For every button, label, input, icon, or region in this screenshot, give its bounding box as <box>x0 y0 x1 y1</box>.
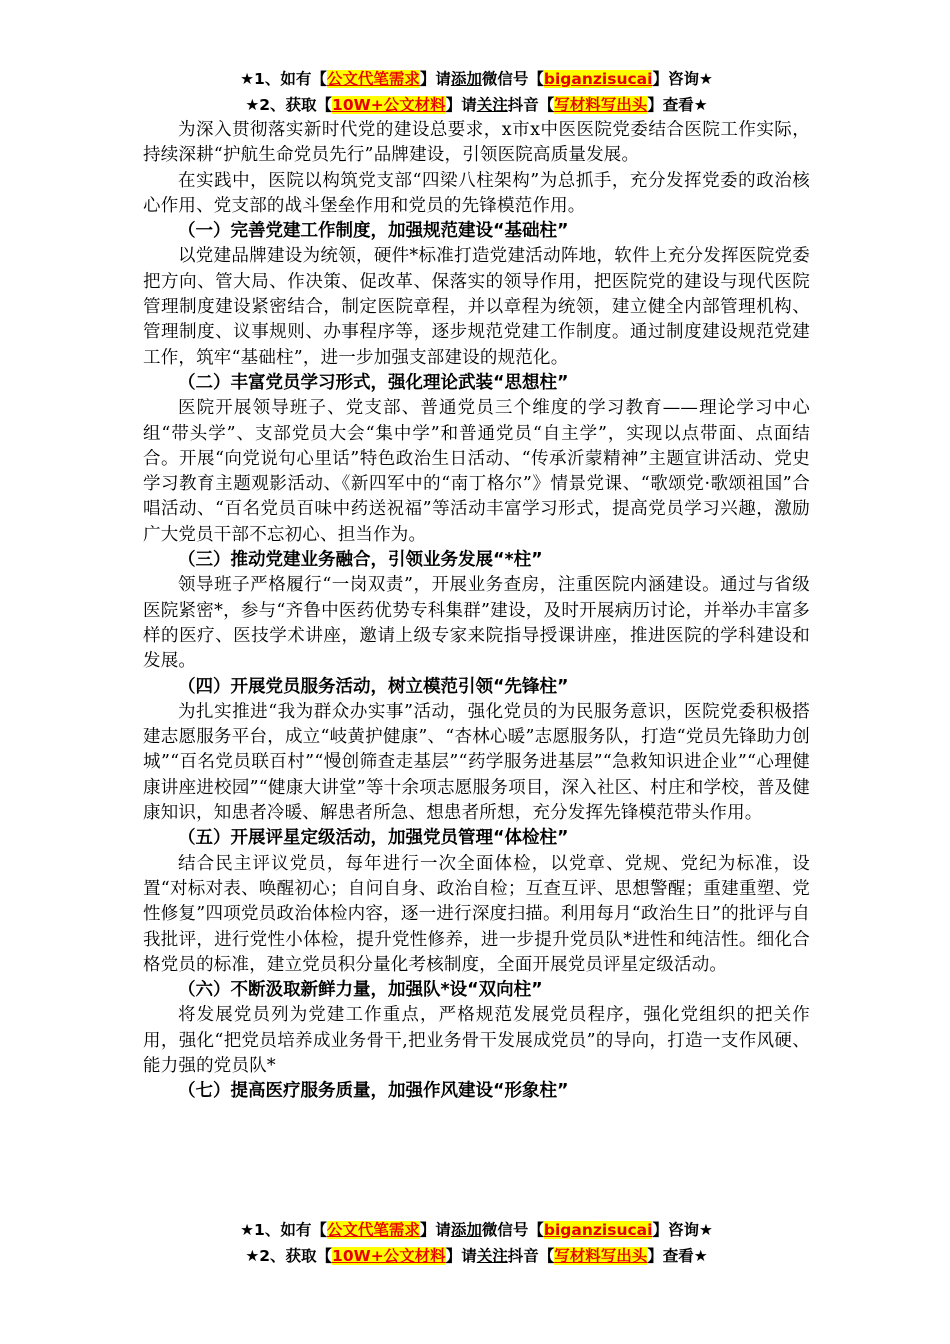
highlight-materials: 10W+公文材料 <box>332 96 446 114</box>
banner-text: ★2、获取【 <box>245 1247 333 1265</box>
underlined-add: 添加 <box>450 70 482 88</box>
section-heading-7: （七）提高医疗服务质量，加强作风建设“形象柱” <box>178 1081 569 1102</box>
section-paragraph-2: 医院开展领导班子、党支部、普通党员三个维度的学习教育——理论学习中心组“带头学”、支部党员大会“集中学”和普通党员“自主学”，实现以点带面、点面结合。开展“向党说句心里话”特色政治生日活动、“传承沂蒙精神”主题宣讲活动、党史学习教育主题观影活动、《新四军中的“南丁格尔”》情景党课、“歌颂党·歌颂祖国”合唱活动、“百名党员百味中药送祝福”等活动丰富学习形式，提高党员学习兴趣，激励广大党员干部不忘初心、担当作为。 <box>143 398 810 545</box>
banner-text: 】请 <box>445 1247 477 1265</box>
highlight-service: 公文代笔需求 <box>326 70 420 88</box>
section-heading-6: （六）不断汲取新鲜力量，加强队*设“双向柱” <box>178 980 543 1001</box>
footer-line-2 <box>143 1243 810 1269</box>
banner-text: 抖音【 <box>507 96 555 114</box>
highlight-wechat-id: biganzisucai <box>543 70 653 88</box>
banner-text: 】查看★ <box>647 1247 708 1265</box>
banner-text: 微信号【 <box>481 70 544 88</box>
document-body <box>143 118 810 1105</box>
banner-text: 】查看★ <box>647 96 708 114</box>
underlined-add: 添加 <box>450 1221 482 1239</box>
banner-text: 微信号【 <box>481 1221 544 1239</box>
banner-text: 】请 <box>419 70 451 88</box>
footer-banner <box>143 1217 810 1269</box>
banner-text: 抖音【 <box>507 1247 555 1265</box>
banner-text: 】咨询★ <box>652 1221 713 1239</box>
banner-line-2 <box>143 92 810 118</box>
section-paragraph-1: 以党建品牌建设为统领，硬件*标准打造党建活动阵地，软件上充分发挥医院党委把方向、管大局、作决策、促改革、保落实的领导作用，把医院党的建设与现代医院管理制度建设紧密结合，制定医院章程，并以章程为统领，建立健全内部管理机构、管理制度、议事规则、办事程序等，逐步规范党建工作制度。通过制度建设规范党建工作，筑牢“基础柱”，进一步加强支部建设的规范化。 <box>143 246 810 368</box>
section-heading-5: （五）开展评星定级活动，加强党员管理“体检柱” <box>178 828 569 849</box>
intro-paragraph-1: 为深入贯彻落实新时代党的建设总要求，x市x中医医院党委结合医院工作实际，持续深耕“护航生命党员先行”品牌建设，引领医院高质量发展。 <box>143 120 810 166</box>
underlined-follow: 关注 <box>476 1247 508 1265</box>
banner-text: 】请 <box>419 1221 451 1239</box>
underlined-follow: 关注 <box>476 96 508 114</box>
section-heading-2: （二）丰富党员学习形式，强化理论武装“思想柱” <box>178 372 569 393</box>
section-heading-3: （三）推动党建业务融合，引领业务发展“*柱” <box>178 550 543 571</box>
section-heading-4: （四）开展党员服务活动，树立模范引领“先锋柱” <box>178 676 569 697</box>
banner-text: ★2、获取【 <box>245 96 333 114</box>
highlight-douyin-account: 写材料写出头 <box>554 1247 648 1265</box>
section-paragraph-5: 结合民主评议党员，每年进行一次全面体检，以党章、党规、党纪为标准，设置“对标对表、唤醒初心；自问自身、政治自检；互查互评、思想警醒；重建重塑、党性修复”四项党员政治体检内容，逐一进行深度扫描。利用每月“政治生日”的批评与自我批评，进行党性小体检，提升党性修养，进一步提升党员队*进性和纯洁性。细化合格党员的标准，建立党员积分量化考核制度，全面开展党员评星定级活动。 <box>143 853 810 975</box>
banner-text: 】咨询★ <box>652 70 713 88</box>
banner-text: ★1、如有【 <box>240 1221 327 1239</box>
header-banner <box>143 66 810 118</box>
banner-line-1 <box>143 66 810 92</box>
banner-text: 】请 <box>445 96 477 114</box>
highlight-materials: 10W+公文材料 <box>332 1247 446 1265</box>
footer-line-1 <box>143 1217 810 1243</box>
section-paragraph-4: 为扎实推进“我为群众办实事”活动，强化党员的为民服务意识，医院党委积极搭建志愿服务平台，成立“岐黄护健康”、“杏林心暖”志愿服务队，打造“党员先锋助力创城”“百名党员联百村”“慢创筛查走基层”“药学服务进基层”“急救知识进企业”“心理健康讲座进校园”“健康大讲堂”等十余项志愿服务项目，深入社区、村庄和学校，普及健康知识，知患者冷暖、解患者所急、想患者所想，充分发挥先锋模范带头作用。 <box>143 701 810 824</box>
highlight-service: 公文代笔需求 <box>326 1221 420 1239</box>
banner-text: ★1、如有【 <box>240 70 327 88</box>
section-paragraph-6: 将发展党员列为党建工作重点，严格规范发展党员程序，强化党组织的把关作用，强化“把党员培养成业务骨干,把业务骨干发展成党员”的导向，打造一支作风硬、能力强的党员队* <box>143 1005 810 1076</box>
highlight-wechat-id: biganzisucai <box>543 1221 653 1239</box>
highlight-douyin-account: 写材料写出头 <box>554 96 648 114</box>
section-heading-1: （一）完善党建工作制度，加强规范建设“基础柱” <box>178 221 569 242</box>
intro-paragraph-2: 在实践中，医院以构筑党支部“四梁八柱架构”为总抓手，充分发挥党委的政治核心作用、党支部的战斗堡垒作用和党员的先锋模范作用。 <box>143 170 810 216</box>
section-paragraph-3: 领导班子严格履行“一岗双责”，开展业务查房，注重医院内涵建设。通过与省级医院紧密*，参与“齐鲁中医药优势专科集群”建设，及时开展病历讨论，并举办丰富多样的医疗、医技学术讲座，邀请上级专家来院指导授课讲座，推进医院的学科建设和发展。 <box>143 575 810 672</box>
